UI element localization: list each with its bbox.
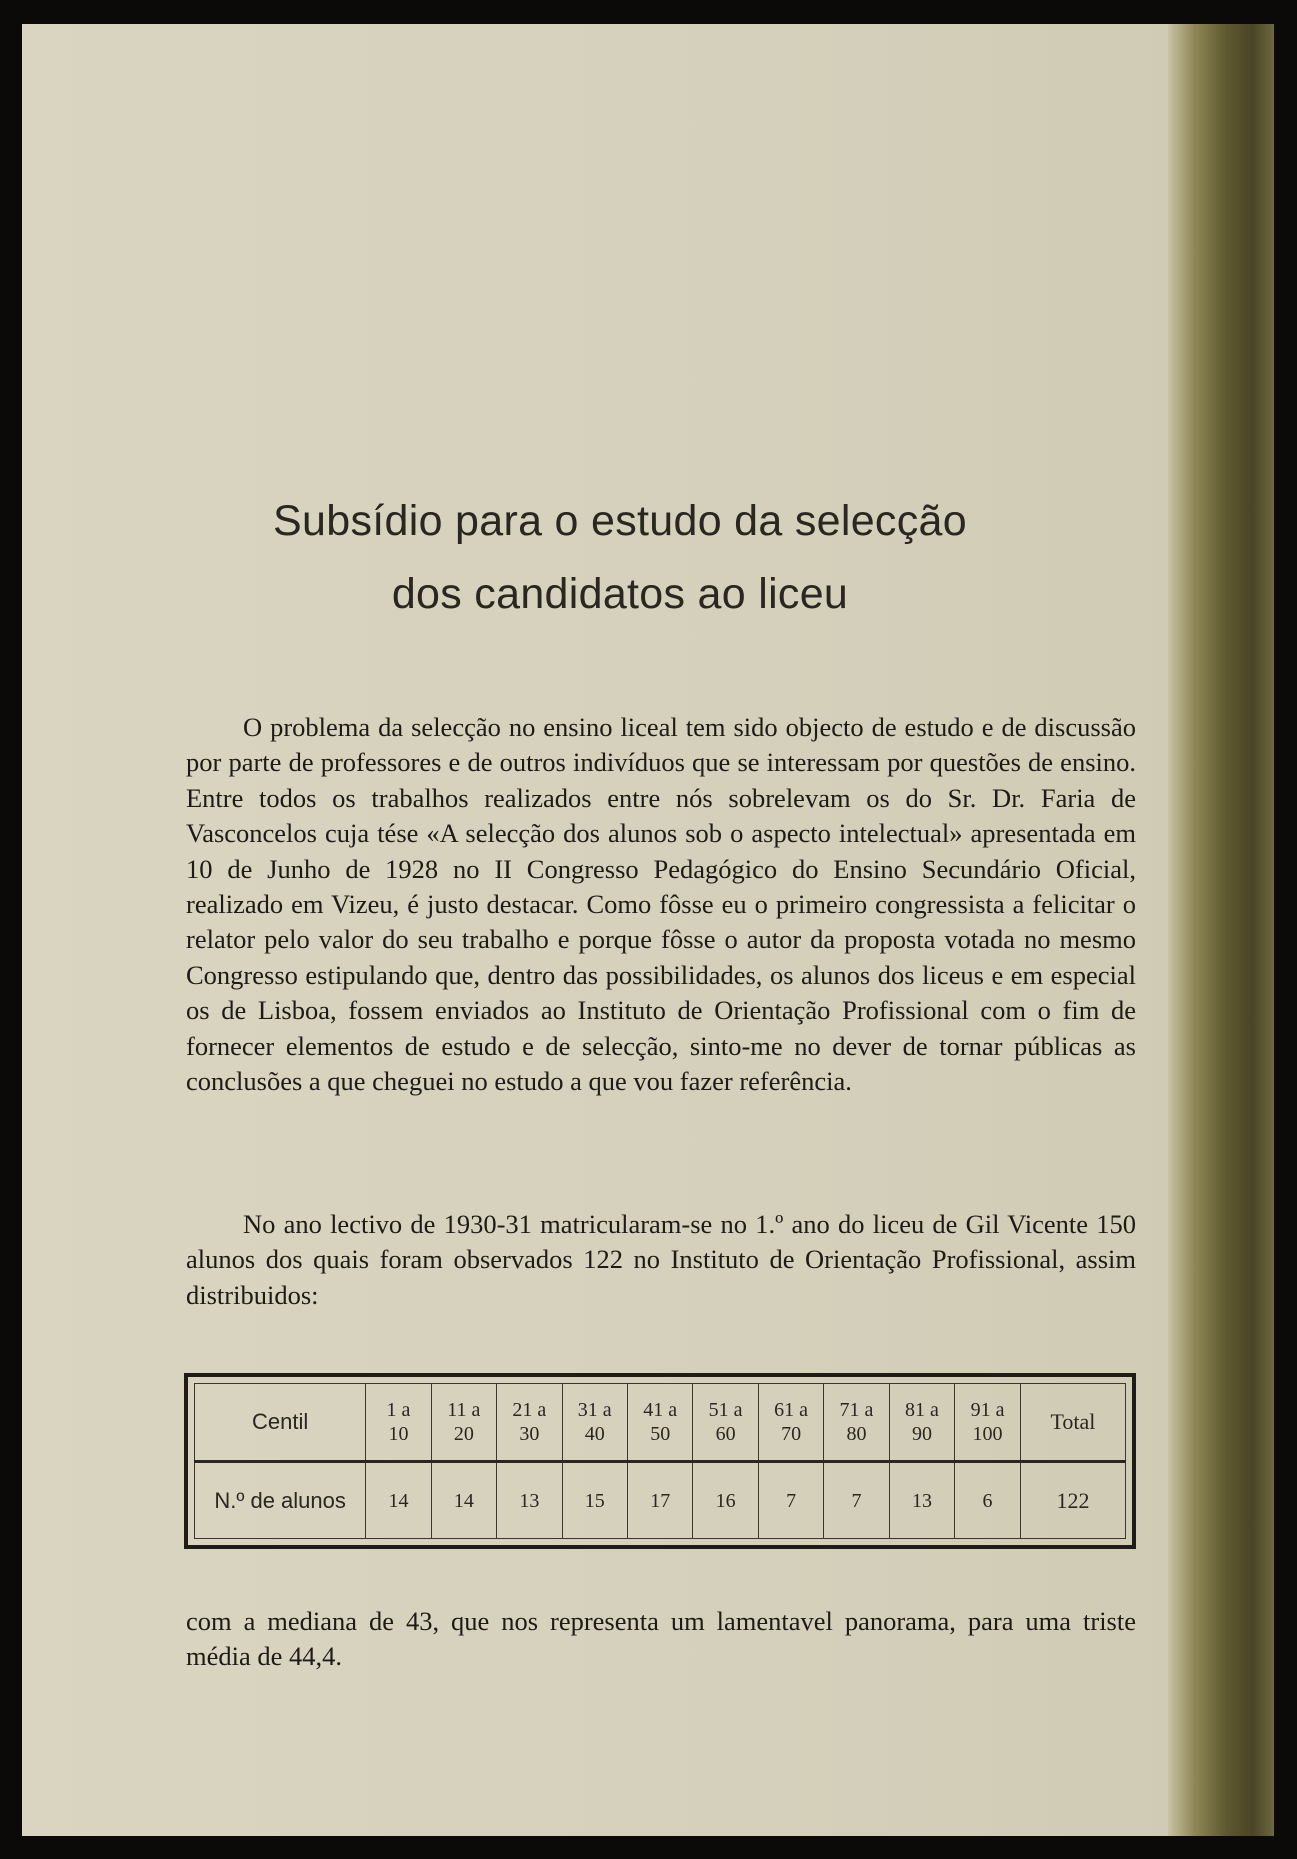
distribution-table-frame <box>184 1373 1136 1549</box>
title-line-2: dos candidatos ao liceu <box>391 570 849 618</box>
header-range-3: 21 a 30 <box>497 1384 562 1462</box>
paragraph-enrolment: No ano lectivo de 1930-31 matricularam-se no 1.º ano do liceu de Gil Vicente 150 alunos dos quais foram observados 122 no Instituto de Orientação Profissional, assim distribuidos: <box>186 1209 1136 1310</box>
header-range-9: 81 a 90 <box>889 1384 954 1462</box>
total-cell: 122 <box>1020 1462 1125 1539</box>
paragraph-intro: O problema da selecção no ensino liceal tem sido objecto de estudo e de discussão por parte de professores e de outros indivíduos que se interessam por questões de ensino. Entre todos os trabalhos realizados entre nós sobrelevam os do Sr. Dr. Faria de Vasconcelos cuja tése «A selecção dos alunos sob o aspecto intelectual» apresentada em 10 de Junho de 1928 no II Congresso Pedagógico do Ensino Secundário Oficial, realizado em Vizeu, é justo destacar. Como fôsse eu o primeiro congressista a felicitar o relator pelo valor do seu trabalho e porque fôsse o autor da proposta votada no mesmo Congresso estipulando que, dentro das possibilidades, os alunos dos liceus e em especial os de Lisboa, fossem enviados ao Instituto de Orientação Profissional com o fim de fornecer elementos de estudo e de selecção, sinto-me no dever de tornar públicas as conclusões a que cheguei no estudo a que vou fazer referência. <box>186 712 1136 1097</box>
count-cell: 7 <box>758 1462 823 1539</box>
count-cell: 14 <box>366 1462 431 1539</box>
header-range-2: 11 a 20 <box>431 1384 496 1462</box>
header-range-7: 61 a 70 <box>758 1384 823 1462</box>
count-cell: 6 <box>955 1462 1021 1539</box>
header-total: Total <box>1020 1384 1125 1462</box>
paragraph-conclusion: com a mediana de 43, que nos representa um lamentavel panorama, para uma triste média de 44,4. <box>186 1606 1136 1672</box>
count-cell: 14 <box>431 1462 496 1539</box>
table-header-row <box>195 1384 1126 1462</box>
count-cell: 17 <box>627 1462 692 1539</box>
header-range-10: 91 a 100 <box>955 1384 1021 1462</box>
count-cell: 16 <box>693 1462 758 1539</box>
count-cell: 13 <box>497 1462 562 1539</box>
header-label-centil: Centil <box>195 1384 366 1462</box>
header-range-4: 31 a 40 <box>562 1384 627 1462</box>
header-range-8: 71 a 80 <box>824 1384 889 1462</box>
count-cell: 15 <box>562 1462 627 1539</box>
title-line-1: Subsídio para o estudo da selecção <box>273 497 967 545</box>
distribution-table <box>194 1383 1126 1539</box>
binding-spine <box>1168 24 1274 1836</box>
header-range-1: 1 a 10 <box>366 1384 431 1462</box>
header-range-6: 51 a 60 <box>693 1384 758 1462</box>
table-row <box>195 1462 1126 1539</box>
count-cell: 13 <box>889 1462 954 1539</box>
header-range-5: 41 a 50 <box>627 1384 692 1462</box>
count-cell: 7 <box>824 1462 889 1539</box>
row-label-alunos: N.º de alunos <box>195 1462 366 1539</box>
